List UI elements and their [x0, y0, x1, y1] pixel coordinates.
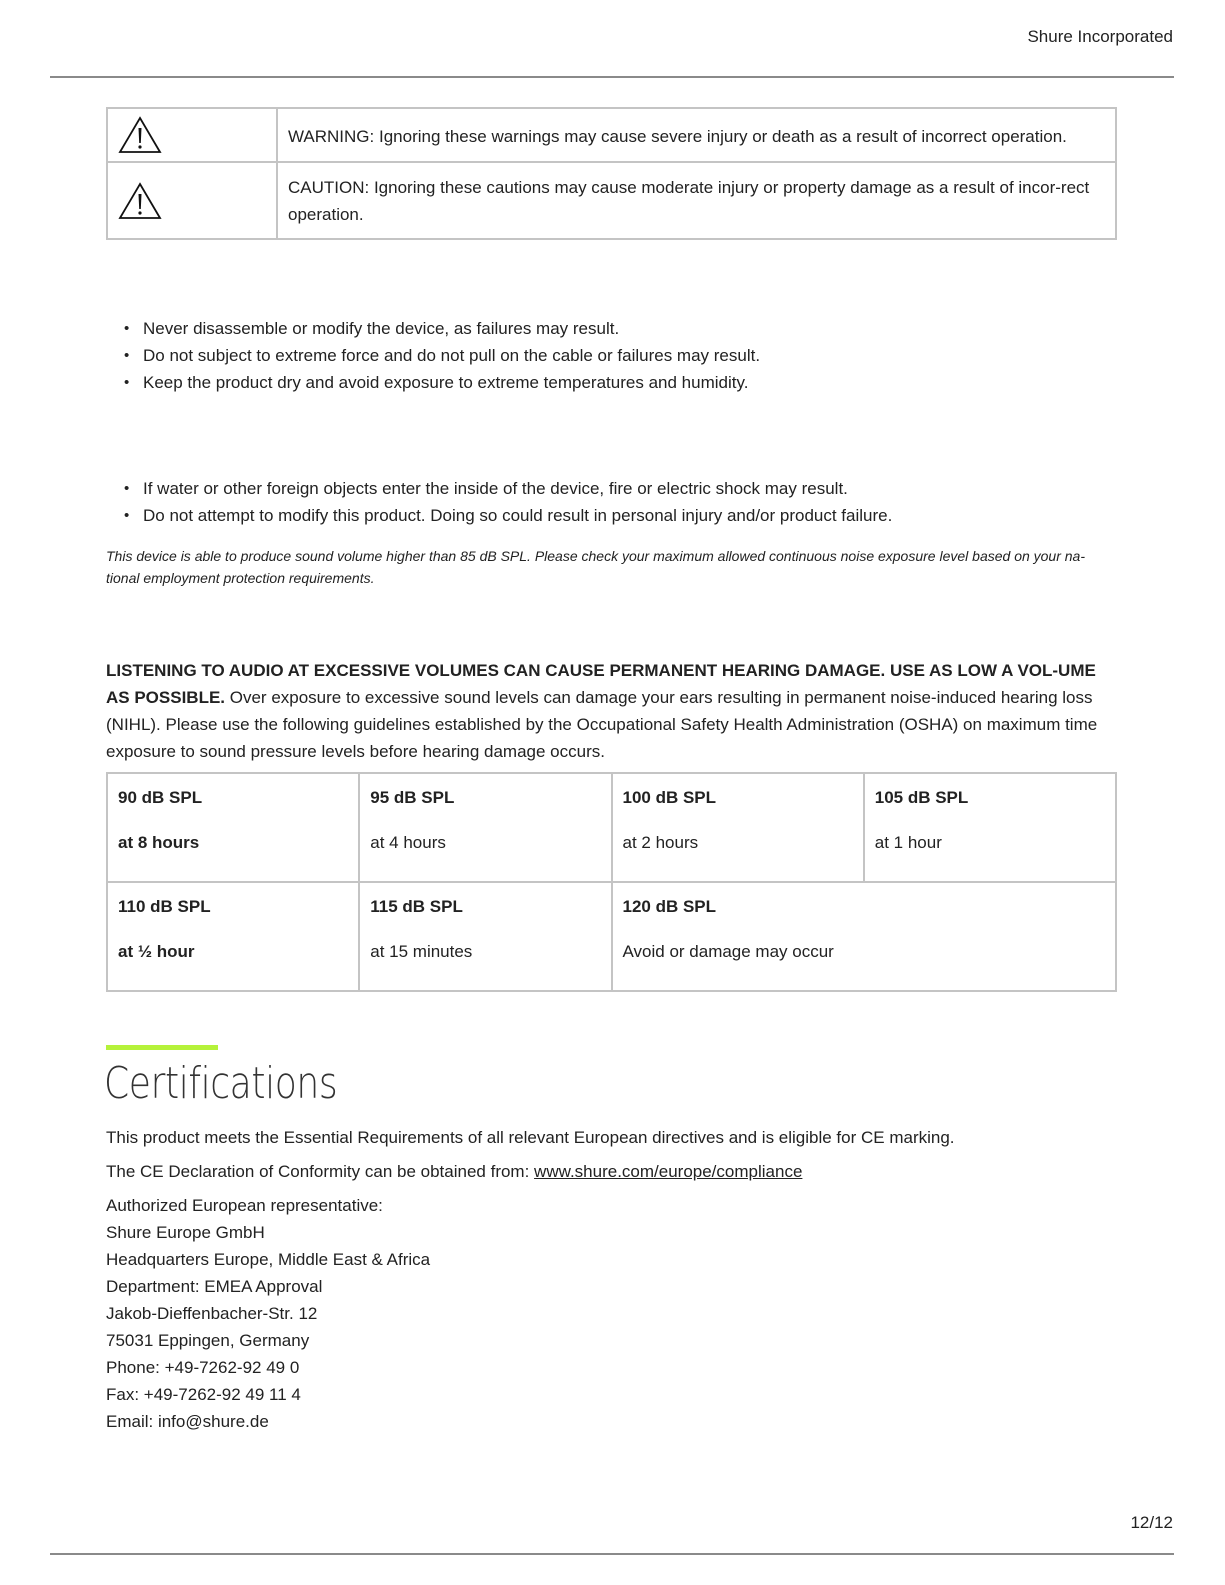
spl-level: 90 dB SPL — [118, 788, 203, 807]
spl-level: 120 dB SPL — [622, 897, 717, 916]
list-item: • Keep the product dry and avoid exposure to extreme temperatures and humidity. — [106, 369, 1118, 396]
warning-text: WARNING: Ignoring these warnings may cause severe injury or death as a result of incorrect operation. — [277, 108, 1116, 162]
page-number: 12/12 — [1130, 1513, 1173, 1532]
header-company-name: Shure Incorporated — [1027, 27, 1173, 46]
spl-duration: at ½ hour — [118, 942, 195, 961]
address-line: Fax: +49-7262-92 49 11 4 — [106, 1385, 301, 1404]
spl-level: 110 dB SPL — [118, 897, 211, 916]
caution-icon-cell — [107, 162, 277, 239]
spl-duration: at 4 hours — [370, 833, 446, 852]
european-representative-address — [106, 1192, 1118, 1435]
address-line: Jakob-Dieffenbacher-Str. 12 — [106, 1304, 318, 1323]
list-item: • Do not attempt to modify this product. Doing so could result in personal injury and/or product failure. — [106, 502, 1118, 529]
header-divider — [50, 76, 1174, 78]
spl-duration: Avoid or damage may occur — [622, 942, 834, 961]
address-line: Shure Europe GmbH — [106, 1223, 265, 1242]
warning-triangle-icon — [118, 181, 162, 221]
safety-symbols-table — [106, 107, 1118, 240]
spl-cell — [359, 773, 611, 882]
spl-cell — [107, 882, 359, 991]
footer-divider — [50, 1553, 1174, 1555]
spl-duration: at 15 minutes — [370, 942, 473, 961]
ce-statement: This product meets the Essential Requirements of all relevant European directives and is eligible for CE marking. — [106, 1128, 955, 1147]
spl-exposure-table — [106, 772, 1118, 992]
spl-cell — [107, 773, 359, 882]
spl-duration: at 2 hours — [622, 833, 699, 852]
spl-level: 100 dB SPL — [622, 788, 717, 807]
warning-list — [106, 475, 1118, 529]
table-row — [107, 773, 1116, 882]
noise-exposure-note: This device is able to produce sound volume higher than 85 dB SPL. Please check your maximum allowed continuous noise exposure level based on your na-tional employment protection requirements. — [106, 548, 1086, 586]
spl-duration: at 1 hour — [874, 833, 942, 852]
caution-text: CAUTION: Ignoring these cautions may cause moderate injury or property damage as a result of incor-rect operation. — [277, 162, 1116, 239]
address-line: Email: info@shure.de — [106, 1412, 269, 1431]
address-line: Headquarters Europe, Middle East & Africa — [106, 1250, 431, 1269]
spl-cell — [612, 773, 864, 882]
list-item: • If water or other foreign objects enter the inside of the device, fire or electric shock may result. — [106, 475, 1118, 502]
compliance-link[interactable]: www.shure.com/europe/compliance — [534, 1162, 803, 1181]
warning-triangle-icon — [118, 115, 162, 155]
spl-duration: at 8 hours — [118, 833, 200, 852]
address-line: Phone: +49-7262-92 49 0 — [106, 1358, 300, 1377]
list-item: • Do not subject to extreme force and do not pull on the cable or failures may result. — [106, 342, 1118, 369]
spl-level: 105 dB SPL — [874, 788, 969, 807]
caution-list — [106, 315, 1118, 396]
table-row — [107, 882, 1116, 991]
ce-declaration-prefix: The CE Declaration of Conformity can be obtained from: — [106, 1162, 535, 1181]
spl-level: 115 dB SPL — [370, 897, 463, 916]
spl-cell — [359, 882, 611, 991]
spl-cell — [612, 882, 1117, 991]
spl-cell — [864, 773, 1116, 882]
ce-declaration — [106, 1158, 1118, 1185]
warning-icon-cell — [107, 108, 277, 162]
table-row — [107, 162, 1116, 239]
spl-level: 95 dB SPL — [370, 788, 455, 807]
address-line: 75031 Eppingen, Germany — [106, 1331, 310, 1350]
table-row — [107, 108, 1116, 162]
hearing-warning-body: Over exposure to excessive sound levels can damage your ears resulting in permanent noise-induced hearing loss (NIHL). Please use the following guidelines established by the Occupational Safety Health Administration (OSHA) on maximum time exposure to sound pressure levels before hearing damage occurs. — [106, 688, 1098, 761]
hearing-warning-paragraph — [106, 657, 1118, 765]
section-accent-bar — [106, 1045, 218, 1050]
hearing-warning-bold: LISTENING TO AUDIO AT EXCESSIVE VOLUMES CAN CAUSE PERMANENT HEARING DAMAGE. USE AS LOW A VOL-UME AS POSSIBLE. — [106, 661, 1096, 707]
list-item: • Never disassemble or modify the device, as failures may result. — [106, 315, 1118, 342]
certifications-heading: Certifications — [104, 1058, 338, 1109]
address-line: Department: EMEA Approval — [106, 1277, 323, 1296]
address-line: Authorized European representative: — [106, 1196, 383, 1215]
